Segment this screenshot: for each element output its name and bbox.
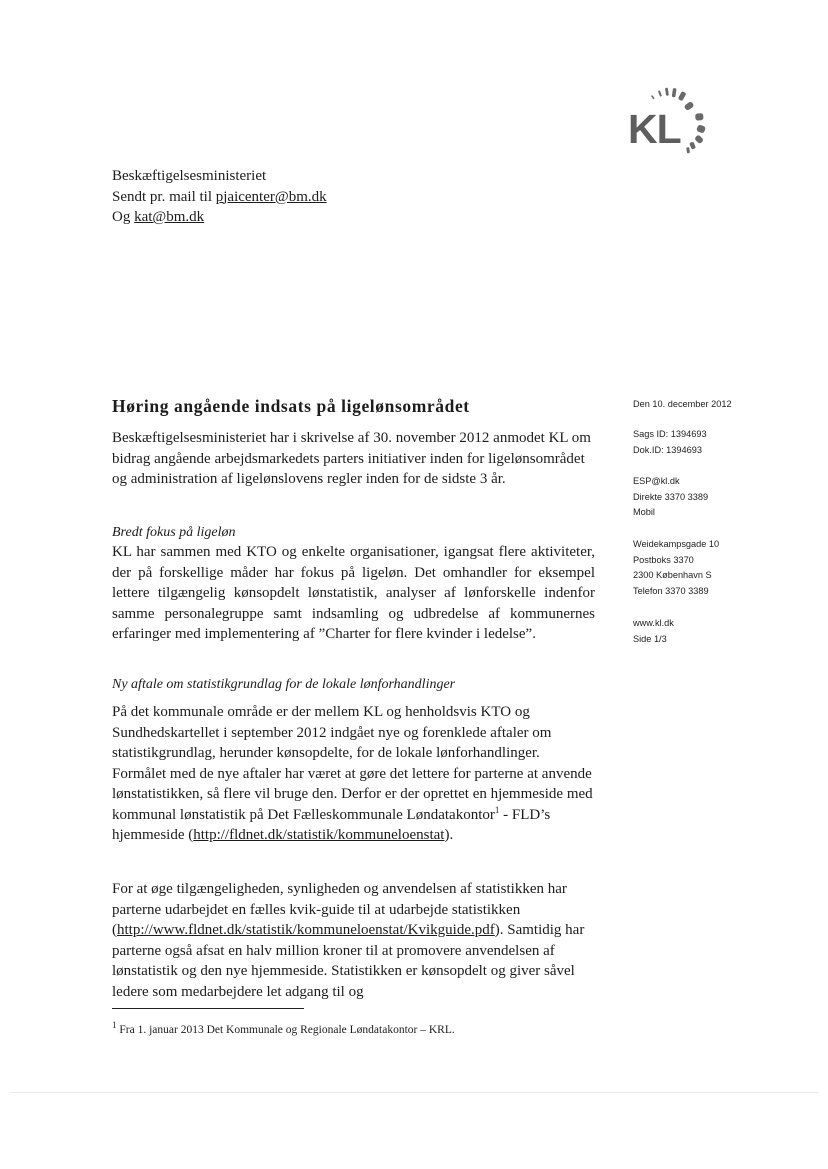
addressee-line3: Og kat@bm.dk [112, 209, 205, 225]
footnote: $^1$ Fra 1. januar 2013 Det Kommunale og Regionale Løndatakontor – KRL. [112, 1020, 455, 1036]
addressee-name: Beskæftigelsesministeriet [112, 168, 267, 184]
section-heading-1: Bredt fokus på ligeløn [112, 525, 236, 540]
fldnet-link[interactable]: http://fldnet.dk/statistik/kommuneloenstat [193, 827, 445, 843]
kat-email-link[interactable]: kat@bm.dk [134, 209, 205, 225]
address-postbox: Postboks 3370 [633, 554, 694, 565]
web-link: www.kl.dk [633, 618, 674, 628]
footnote-divider [112, 1008, 304, 1009]
page-edge-divider [10, 1092, 818, 1093]
sidebar-contact [633, 474, 708, 521]
kl-logo [628, 84, 728, 164]
addressee-block [112, 166, 327, 228]
addressee-line2: Sendt pr. mail til pjaicenter@bm.dk [112, 188, 327, 205]
sidebar-address [633, 537, 719, 599]
section-paragraph-1: KL har sammen med KTO og enkelte organisationer, igangsat flere aktiviteter, der på forskellige måder har fokus på ligeløn. Det omhandler for eksempel lettere tilgængelig kønsopdelt lønstatistik, analyser af lønforskelle indenfor samme personalegruppe samt indsamling og udbredelse af kommunernes erfaringer med implementering af ”Charter for flere kvinder i ledelse”. [112, 544, 595, 642]
sidebar-date: Den 10. december 2012 [633, 399, 732, 409]
sags-id: Sags ID: 1394693 [633, 429, 707, 439]
address-city: 2300 København S [633, 570, 712, 581]
section-paragraph-3: For at øge tilgængeligheden, synligheden og anvendelsen af statistikken har parterne udarbejdet en fælles kvik-guide til at udarbejde statistikken (http://www.fldnet.dk/statistik/kommuneloenstat/Kvikguide.pdf). Samtidig har parterne også afsat en halv million kroner til at promovere anvendelsen af lønstatistik og den nye hjemmeside. Statistikken er kønsopdelt og giver såvel ledere som medarbejdere let adgang til og [112, 881, 585, 1000]
section-heading-2: Ny aftale om statistikgrundlag for de lokale lønforhandlinger [112, 677, 456, 692]
dok-id: Dok.ID: 1394693 [633, 444, 702, 455]
sidebar-ids [633, 427, 707, 458]
contact-mobil: Mobil [633, 507, 655, 518]
document-title: Høring angående indsats på ligelønsområdet [112, 396, 470, 416]
contact-direkte: Direkte 3370 3389 [633, 491, 709, 502]
logo-text: KL [628, 106, 681, 152]
pjaicenter-email-link[interactable]: pjaicenter@bm.dk [215, 188, 327, 205]
footnote-reference[interactable]: 1 [494, 804, 500, 815]
page-number: Side 1/3 [633, 633, 667, 644]
sidebar-web [633, 616, 674, 647]
kvikguide-link[interactable]: http://www.fldnet.dk/statistik/kommuneloenstat/Kvikguide.pdf [117, 922, 495, 938]
intro-paragraph: Beskæftigelsesministeriet har i skrivelse af 30. november 2012 anmodet KL om bidrag angående arbejdsmarkedets parters initiativer inden for ligelønsområdet og administration af ligelønslovens regler inden for de sidste 3 år. [112, 430, 591, 487]
contact-email: ESP@kl.dk [633, 476, 680, 486]
address-telefon: Telefon 3370 3389 [633, 585, 709, 596]
section-paragraph-2: På det kommunale område er der mellem KL og henholdsvis KTO og Sundhedskartellet i september 2012 indgået nye og forenklede aftaler om statistikgrundlag, herunder kønsopdelte, for de lokale lønforhandlinger. Formålet med de nye aftaler har været at gøre det lettere for parterne at anvende lønstatistikken, så flere vil bruge den. Derfor er der oprettet en hjemmeside med kommunal lønstatistik på Det Fælleskommunale Løndatakontor$^1$ - FLD’s hjemmeside (http://fldnet.dk/statistik/kommuneloenstat). [112, 704, 593, 843]
address-street: Weidekampsgade 10 [633, 539, 720, 549]
